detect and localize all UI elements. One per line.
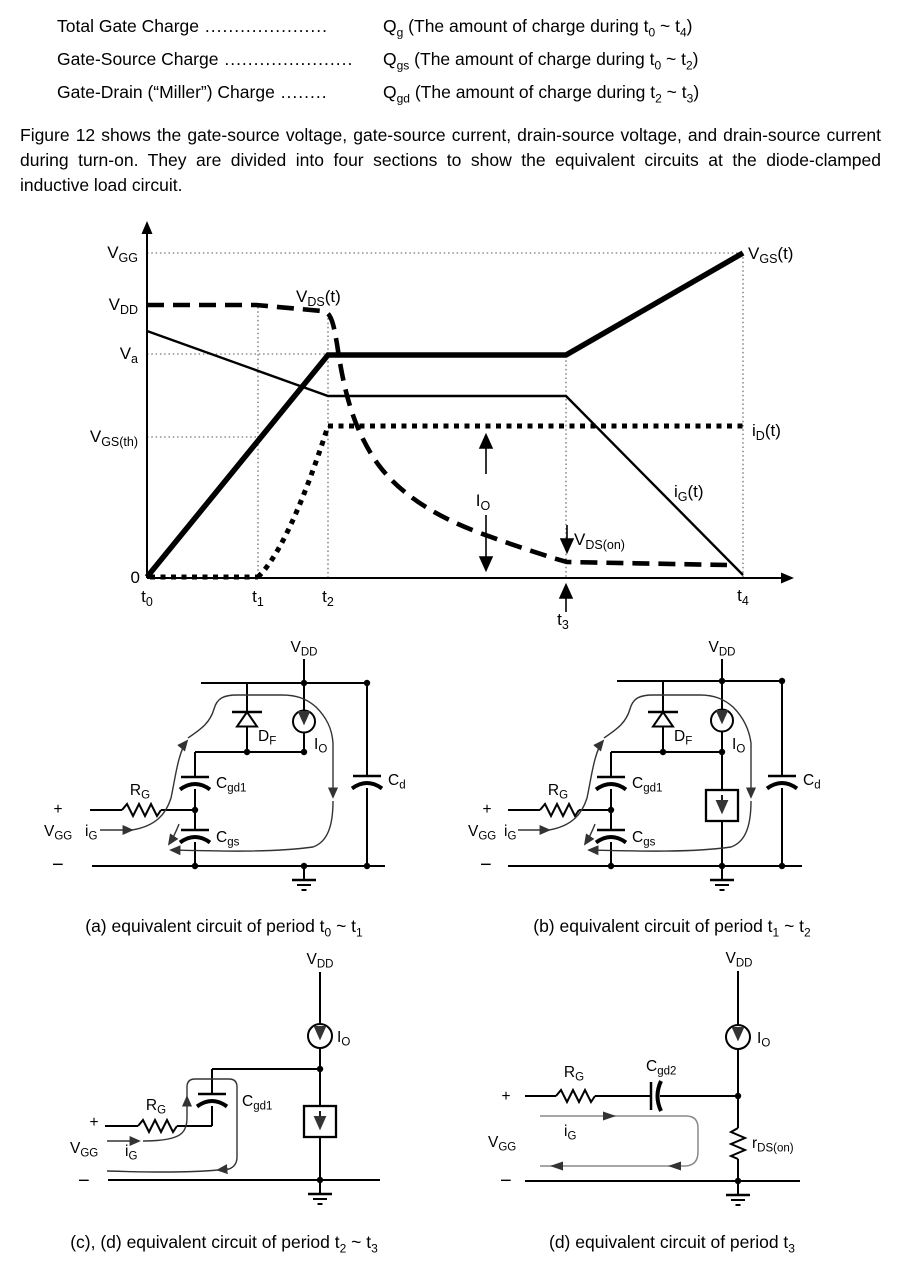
captions-row-2 [0, 1224, 897, 1260]
label-ig: $i_G$ [564, 1123, 577, 1143]
y-label-vdd: $V_{DD}$ [108, 295, 138, 317]
curve-label-vds: $V_{DS}(t)$ [296, 287, 341, 309]
label-vdd: $V_{DD}$ [708, 639, 736, 659]
x-label-t4: $t_4$ [737, 586, 749, 608]
label-ig: $i_G$ [504, 823, 517, 843]
def-term: Total Gate Charge [57, 16, 200, 36]
label-io: $I_O$ [757, 1030, 771, 1050]
label-rdson: $r_{DS(on)}$ [752, 1135, 794, 1155]
label-vdd: $V_{DD}$ [306, 951, 334, 971]
curve-label-ig: $i_G(t)$ [674, 482, 704, 504]
annotation-io: $I_O$ [475, 491, 491, 513]
x-label-t2: $t_2$ [322, 587, 334, 609]
def-symbol: $Q_g$ (The amount of charge during $t_0$ ~ $t_4$) [383, 16, 693, 40]
circuit-d-diagram [460, 944, 880, 1224]
label-vgg: $V_{GG}$ [70, 1140, 99, 1160]
label-rg: $R_G$ [145, 1097, 167, 1117]
label-df: $D_F$ [674, 728, 693, 748]
resistor-rg [556, 1090, 595, 1102]
def-term: Gate-Drain (“Miller”) Charge [57, 82, 275, 102]
label-cgd2: $C_{gd2}$ [646, 1058, 677, 1078]
label-rg: $R_G$ [547, 782, 569, 802]
circuit-b-diagram [460, 628, 880, 908]
label-rg: $R_G$ [129, 782, 151, 802]
y-label-vgg: $V_{GG}$ [107, 243, 138, 265]
def-term: Gate-Source Charge [57, 49, 219, 69]
def-symbol: $Q_{gd}$ (The amount of charge during $t_2$ ~ $t_3$) [383, 82, 700, 106]
leader-dots: ........ [274, 82, 328, 102]
label-io: $I_O$ [337, 1029, 351, 1049]
label-vgg: $V_{GG}$ [488, 1134, 517, 1154]
gate-charge-definitions [0, 0, 897, 109]
vgs-curve [147, 253, 743, 577]
label-minus: − [52, 854, 64, 876]
resistor-rg [138, 1120, 177, 1132]
caption-circuit-d: (d) equivalent circuit of period $t_3$ [549, 1232, 795, 1256]
def-symbol: $Q_{gs}$ (The amount of charge during $t_0$ ~ $t_2$) [383, 49, 699, 73]
chart-annotation-arrows [486, 436, 567, 612]
circuit-a-labels [44, 639, 406, 876]
label-vgg: $V_{GG}$ [468, 823, 497, 843]
circuit-c-labels [70, 951, 350, 1192]
resistor-rg [122, 804, 161, 816]
label-minus: − [500, 1170, 512, 1192]
leader-dots: ...................... [218, 49, 354, 69]
curve-label-vgs: $V_{GS}(t)$ [748, 244, 794, 266]
y-label-va: $V_a$ [119, 344, 138, 366]
chart-curves [147, 253, 744, 577]
annotation-vdson: $V_{DS(on)}$ [574, 530, 625, 552]
label-cd: $C_d$ [803, 772, 821, 792]
ground-symbol [308, 1180, 332, 1204]
label-vgg: $V_{GG}$ [44, 823, 73, 843]
circuit-b-wires [508, 659, 802, 890]
figure-description-paragraph: Figure 12 shows the gate-source voltage, gate-source current, drain-source voltage, and drain-source current during turn-on. They are divided into four sections to show the equivalent circuits at the diode-clamped inductive load circuit. [20, 125, 881, 195]
circuits-row-2 [0, 944, 897, 1224]
resistor-rg [540, 804, 579, 816]
flow-arrow-right [603, 1112, 616, 1121]
circuit-a-diagram [30, 628, 450, 908]
circuit-d-current-flow-path [540, 1112, 698, 1171]
y-label-zero: 0 [130, 568, 140, 587]
label-cgd1: $C_{gd1}$ [216, 775, 247, 795]
id-curve-rise [258, 426, 328, 577]
definition-gate-source-charge [57, 43, 897, 76]
resistor-rdson [731, 1128, 745, 1159]
ig-curve [147, 331, 743, 575]
x-label-t3: $t_3$ [557, 610, 569, 632]
label-cgd1: $C_{gd1}$ [242, 1093, 273, 1113]
x-axis-arrow [781, 573, 794, 584]
label-plus: + [482, 801, 492, 818]
definition-total-gate-charge [57, 10, 897, 43]
label-cgd1: $C_{gd1}$ [632, 775, 663, 795]
circuit-a-current-flow-path [100, 695, 333, 851]
label-minus: − [480, 854, 492, 876]
circuit-c-wires [105, 972, 380, 1204]
leader-dots: ..................... [199, 16, 328, 36]
label-io: $I_O$ [314, 736, 328, 756]
ground-symbol [292, 866, 316, 890]
label-vdd: $V_{DD}$ [725, 950, 753, 970]
caption-circuit-b: (b) equivalent circuit of period $t_1$ ~ $t_2$ [533, 916, 811, 940]
label-io: $I_O$ [732, 736, 746, 756]
label-ig: $i_G$ [85, 823, 98, 843]
circuit-d-wires [525, 971, 800, 1205]
circuit-c-diagram [30, 944, 450, 1224]
caption-circuit-cd: (c), (d) equivalent circuit of period $t_2$ ~ $t_3$ [70, 1232, 378, 1256]
circuit-d-labels [488, 950, 794, 1192]
x-label-t1: $t_1$ [252, 587, 264, 609]
curve-label-id: $i_D(t)$ [752, 421, 781, 443]
diode-df [653, 712, 673, 727]
y-label-vgsth: $V_{GS(th)}$ [89, 427, 138, 449]
label-plus: + [53, 801, 63, 818]
label-cgs: $C_{gs}$ [632, 829, 656, 849]
label-rg: $R_G$ [563, 1064, 585, 1084]
definition-gate-drain-charge [57, 76, 897, 109]
circuit-b-labels [468, 639, 821, 876]
circuit-a-wires [90, 659, 385, 890]
circuits-row-1 [0, 628, 897, 908]
label-df: $D_F$ [258, 728, 277, 748]
label-cgs: $C_{gs}$ [216, 829, 240, 849]
label-cd: $C_d$ [388, 772, 406, 792]
label-vdd: $V_{DD}$ [290, 639, 318, 659]
label-plus: + [89, 1114, 99, 1131]
y-axis-arrow [142, 221, 153, 234]
flow-arrow-left-2 [550, 1162, 563, 1171]
circuit-b-current-flow-path [518, 695, 751, 851]
ground-symbol [710, 866, 734, 890]
x-label-t0: $t_0$ [141, 587, 153, 609]
label-ig: $i_G$ [125, 1143, 138, 1163]
diode-df [237, 712, 257, 727]
vds-curve [147, 305, 727, 565]
captions-row-1 [0, 908, 897, 944]
label-minus: − [78, 1170, 90, 1192]
label-plus: + [501, 1088, 511, 1105]
turn-on-waveform-chart [0, 208, 897, 632]
ground-symbol [726, 1181, 750, 1205]
flow-arrow-left-1 [668, 1162, 681, 1171]
caption-circuit-a: (a) equivalent circuit of period $t_0$ ~ $t_1$ [85, 916, 363, 940]
